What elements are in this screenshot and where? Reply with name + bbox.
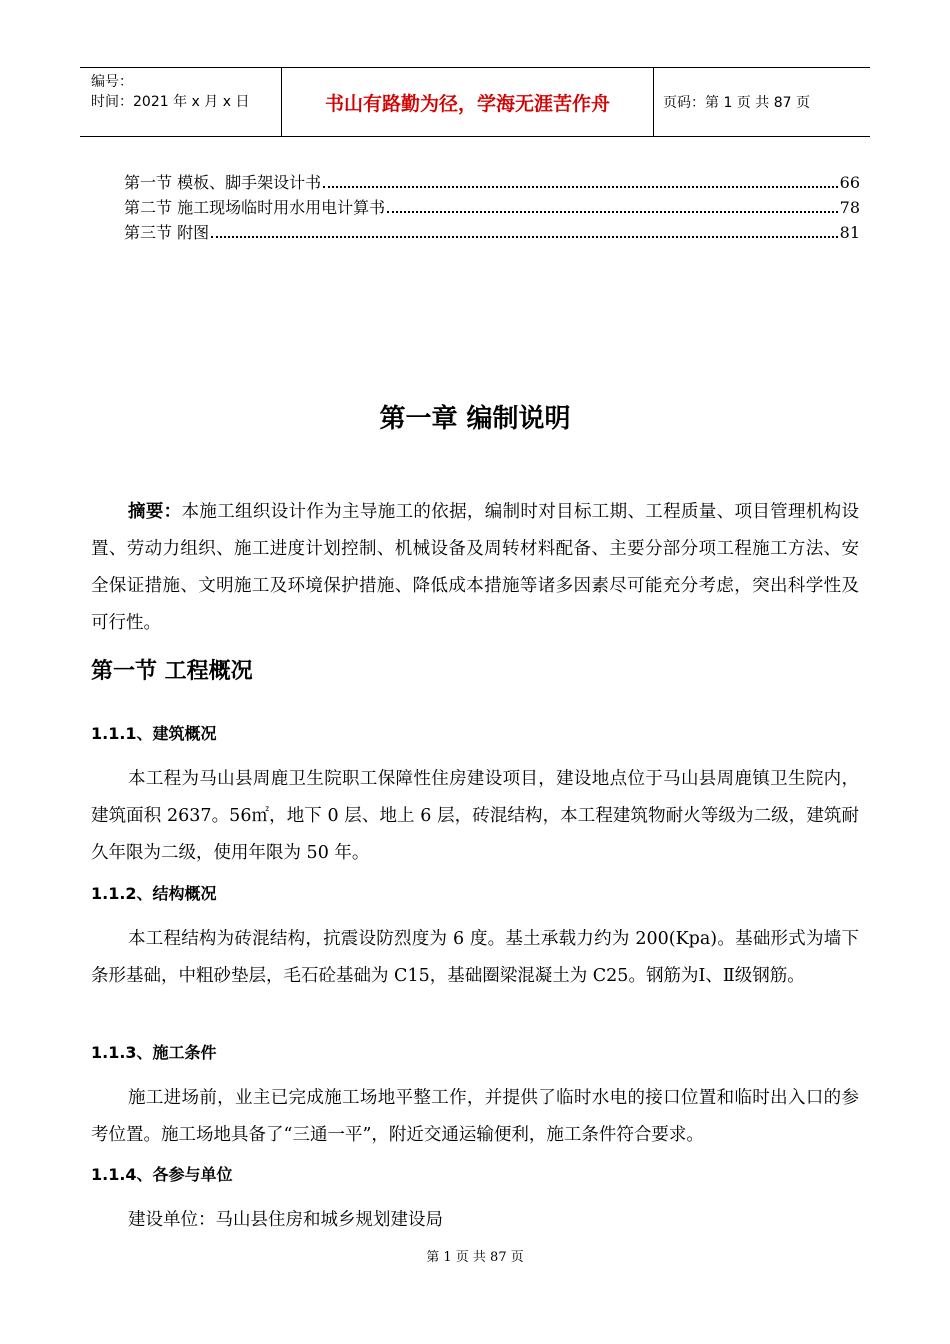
toc-leader-dots [323, 185, 838, 188]
toc-entry[interactable] [124, 195, 860, 220]
subsection-heading: 1.1.1、建筑概况 [91, 724, 217, 743]
toc-leader-dots [211, 235, 838, 238]
toc-entry-title: 第一节 模板、脚手架设计书 [124, 173, 322, 192]
subsection-heading: 1.1.4、各参与单位 [91, 1165, 233, 1184]
toc-entry[interactable] [124, 170, 860, 195]
document-date: 时间：2021 年 x 月 x 日 [91, 94, 250, 110]
page-header [80, 67, 870, 137]
subsection-text: 本工程为马山县周鹿卫生院职工保障性住房建设项目，建设地点位于马山县周鹿镇卫生院内，建筑面积 2637。56㎡，地下 0 层、地上 6 层，砖混结构，本工程建筑物耐火等级为二级，建筑耐久年限为二级，使用年限为 50 年。 [91, 769, 859, 863]
section-title: 第一节 工程概况 [91, 659, 253, 684]
header-meta [80, 68, 282, 136]
page-footer: 第 1 页 共 87 页 [426, 1250, 524, 1265]
document-number-label: 编号： [91, 74, 133, 90]
toc-entry-page: 66 [839, 173, 860, 192]
toc-entry-page: 78 [839, 198, 860, 217]
toc-entry-title: 第三节 附图 [124, 223, 210, 242]
toc-leader-dots [387, 210, 838, 213]
subsection-text: 建设单位：马山县住房和城乡规划建设局 [128, 1210, 443, 1230]
subsection-heading: 1.1.3、施工条件 [91, 1043, 217, 1062]
toc-entry-title: 第二节 施工现场临时用水用电计算书 [124, 198, 386, 217]
header-page-info: 页码：第 1 页 共 87 页 [663, 95, 810, 111]
subsection-heading: 1.1.2、结构概况 [91, 884, 217, 903]
table-of-contents [124, 170, 860, 245]
subsection-text: 施工进场前，业主已完成施工场地平整工作，并提供了临时水电的接口位置和临时出入口的参考位置。施工场地具备了“三通一平”，附近交通运输便利，施工条件符合要求。 [91, 1088, 859, 1145]
toc-entry[interactable] [124, 220, 860, 245]
abstract-paragraph [91, 494, 859, 642]
header-motto: 书山有路勤为径，学海无涯苦作舟 [282, 68, 654, 136]
abstract-label: 摘要： [128, 502, 182, 522]
chapter-title: 第一章 编制说明 [379, 404, 571, 434]
subsection-text: 本工程结构为砖混结构，抗震设防烈度为 6 度。基土承载力约为 200(Kpa)。基础形式为墙下条形基础，中粗砂垫层，毛石砼基础为 C15，基础圈梁混凝土为 C25。钢筋为Ⅰ、Ⅱ级钢筋。 [91, 929, 859, 986]
toc-entry-page: 81 [839, 223, 860, 242]
abstract-text: 本施工组织设计作为主导施工的依据，编制时对目标工期、工程质量、项目管理机构设置、劳动力组织、施工进度计划控制、机械设备及周转材料配备、主要分部分项工程施工方法、安全保证措施、文明施工及环境保护措施、降低成本措施等诸多因素尽可能充分考虑，突出科学性及可行性。 [91, 502, 860, 633]
